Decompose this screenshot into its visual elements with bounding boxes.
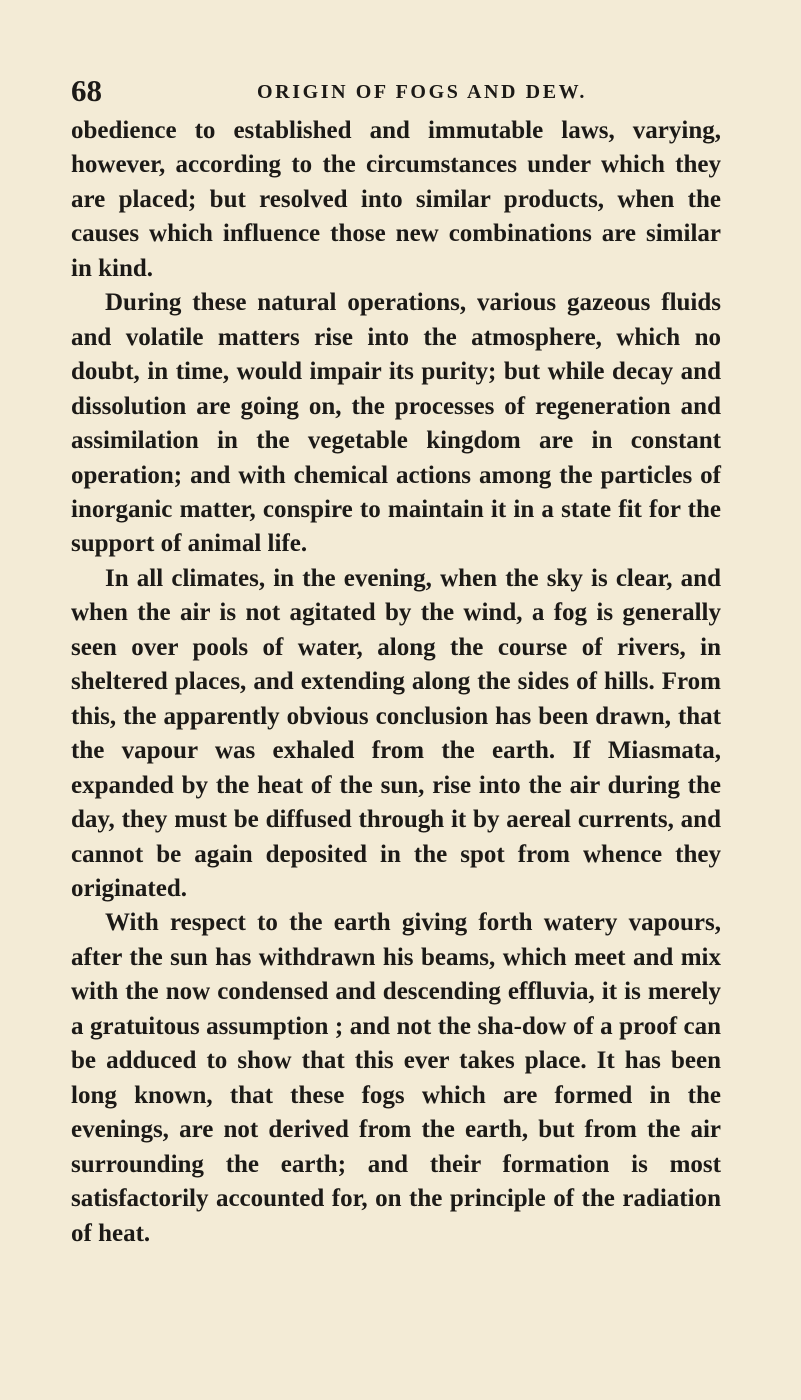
running-title: ORIGIN OF FOGS AND DEW.	[257, 81, 588, 103]
paragraph-continuation: obedience to established and immutable laws, varying, however, according to the circumstances under which they are placed; but resolved into similar products, when the causes which influence those new combinations are similar in kind.	[71, 117, 721, 282]
paragraph-watery-vapours: With respect to the earth giving forth watery vapours, after the sun has withdrawn his beams, which meet and mix with the now condensed and descending effluvia, it is merely a gratuitous assumption ; and not the sha-dow of a proof can be adduced to show that this ever takes place. It has been long known, that these fogs which are formed in the evenings, are not derived from the earth, but from the air surrounding the earth; and their formation is most satisfactorily accounted for, on the principle of the radiation of heat.	[71, 909, 721, 1247]
paragraph-climates: In all climates, in the evening, when the sky is clear, and when the air is not agitated by the wind, a fog is generally seen over pools of water, along the course of rivers, in sheltered places, and extending along the sides of hills. From this, the apparently obvious conclusion has been drawn, that the vapour was exhaled from the earth. If Miasmata, expanded by the heat of the sun, rise into the air during the day, they must be diffused through it by aereal currents, and cannot be again deposited in the spot from whence they originated.	[71, 564, 721, 902]
page-number: 68	[71, 73, 102, 108]
body-text	[71, 114, 721, 1251]
paragraph-operations: During these natural operations, various gazeous fluids and volatile matters rise into the atmosphere, which no doubt, in time, would impair its purity; but while decay and dissolution are going on, the processes of regeneration and assimilation in the vegetable kingdom are in constant operation; and with chemical actions among the particles of inorganic matter, conspire to maintain it in a state fit for the support of animal life.	[71, 289, 721, 558]
running-header	[71, 74, 721, 108]
